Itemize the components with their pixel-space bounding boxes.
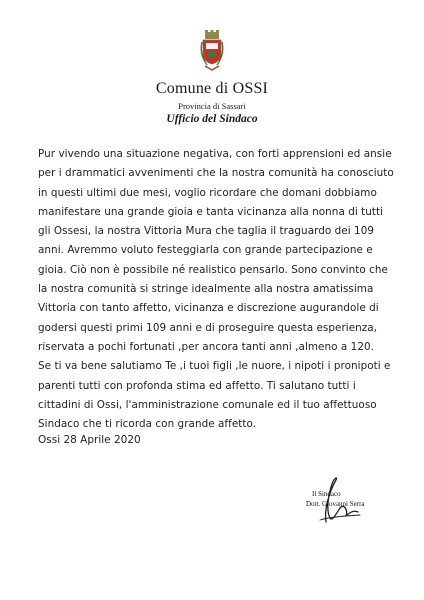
signatory-name: Dott. Giovanni Serra (306, 500, 365, 508)
coat-of-arms-icon (199, 30, 225, 76)
letter-paragraph-1: Pur vivendo una situazione negativa, con forti apprensioni ed ansie per i drammatici avvenimenti che la nostra comunità ha conosciuto in questi ultimi due mesi, voglio ricordare che domani dobbiamo manifestare una grande gioia e tanta vicinanza alla nonna di tutti gli Ossesi, la nostra Vittoria Mura che taglia il traguardo dei 109 anni. Avremmo voluto festeggiarla con grande partecipazione e gioia. Ciò non è possibile né realistico pensarlo. Sono convinto che la nostra comunità si stringe idealmente alla nostra amatissima Vittoria con tanto affetto, vicinanza e discrezione augurandole di godersi questi primi 109 anni e di proseguire questa esperienza, riservata a pochi fortunati ,per ancora tanti anni ,almeno a 120. (38, 148, 394, 353)
office-label: Ufficio del Sindaco (166, 113, 258, 125)
signature-block (306, 489, 396, 509)
letter-date: Ossi 28 Aprile 2020 (38, 434, 141, 446)
letter-body (38, 145, 396, 434)
letter-paragraph-2: Se ti va bene salutiamo Te ,i tuoi figli ,le nuore, i nipoti i pronipoti e parenti tutti con profonda stima ed affetto. Ti salutano tutti i cittadini di Ossi, l'amministrazione comunale ed il tuo affettuoso Sindaco che ti ricorda con grande affetto. (38, 360, 391, 431)
municipality-title: Comune di OSSI (155, 80, 269, 97)
province-label: Provincia di Sassari (178, 101, 246, 111)
signatory-role: Il Sindaco (312, 490, 341, 498)
